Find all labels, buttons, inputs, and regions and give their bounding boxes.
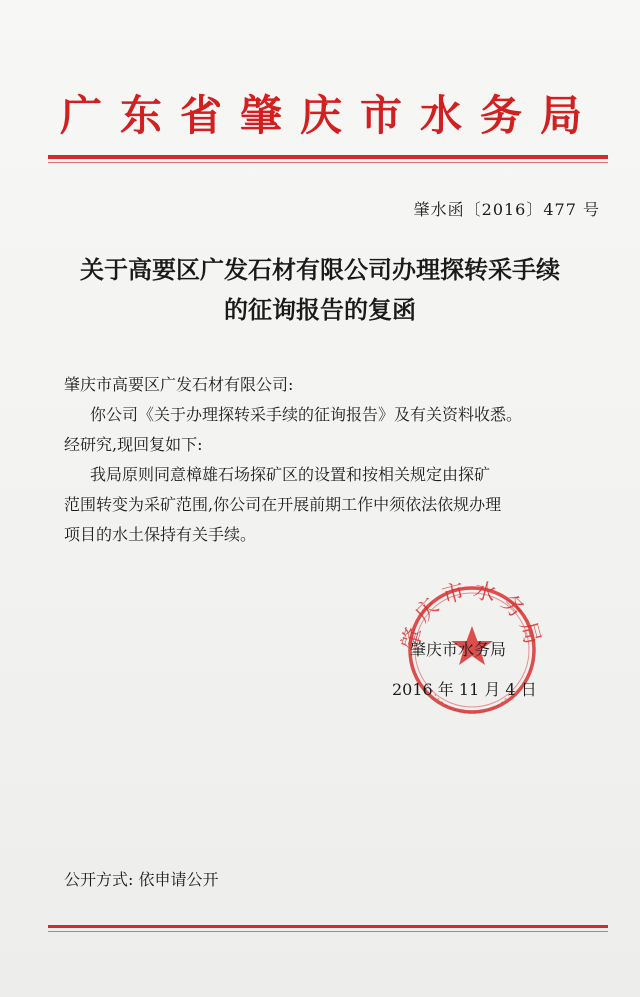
paragraph-2-line-3: 项目的水土保持有关手续。: [64, 525, 257, 544]
footer-red-rule-thin: [48, 931, 608, 932]
header-red-rule-thin: [48, 162, 608, 163]
paragraph-2-line-1: 我局原则同意樟雄石场探矿区的设置和按相关规定由探矿: [90, 465, 491, 484]
paragraph-2-line-2: 范围转变为采矿范围,你公司在开展前期工作中须依法依规办理: [64, 495, 502, 514]
issuing-organization-title: 广东省肇庆市水务局: [60, 91, 601, 140]
header-red-rule: [48, 155, 608, 159]
footer-red-rule: [48, 925, 608, 928]
document-title-line1: 关于高要区广发石材有限公司办理探转采手续: [80, 255, 560, 284]
paragraph-1-line-1: 你公司《关于办理探转采手续的征询报告》及有关资料收悉。: [90, 405, 523, 424]
disclosure-method: 公开方式: 依申请公开: [64, 870, 219, 889]
signing-date: 2016 年 11 月 4 日: [392, 680, 537, 699]
salutation: 肇庆市高要区广发石材有限公司:: [64, 375, 294, 394]
document-title: [40, 250, 600, 330]
document-number: 肇水函〔2016〕477 号: [413, 200, 600, 219]
seal-arc-text: 肇庆市水务局: [397, 578, 547, 653]
signing-organization: 肇庆市水务局: [410, 640, 507, 659]
document-title-line2: 的征询报告的复函: [224, 295, 416, 324]
paragraph-1-line-2: 经研究,现回复如下:: [64, 435, 203, 454]
letter-body: [64, 370, 620, 550]
